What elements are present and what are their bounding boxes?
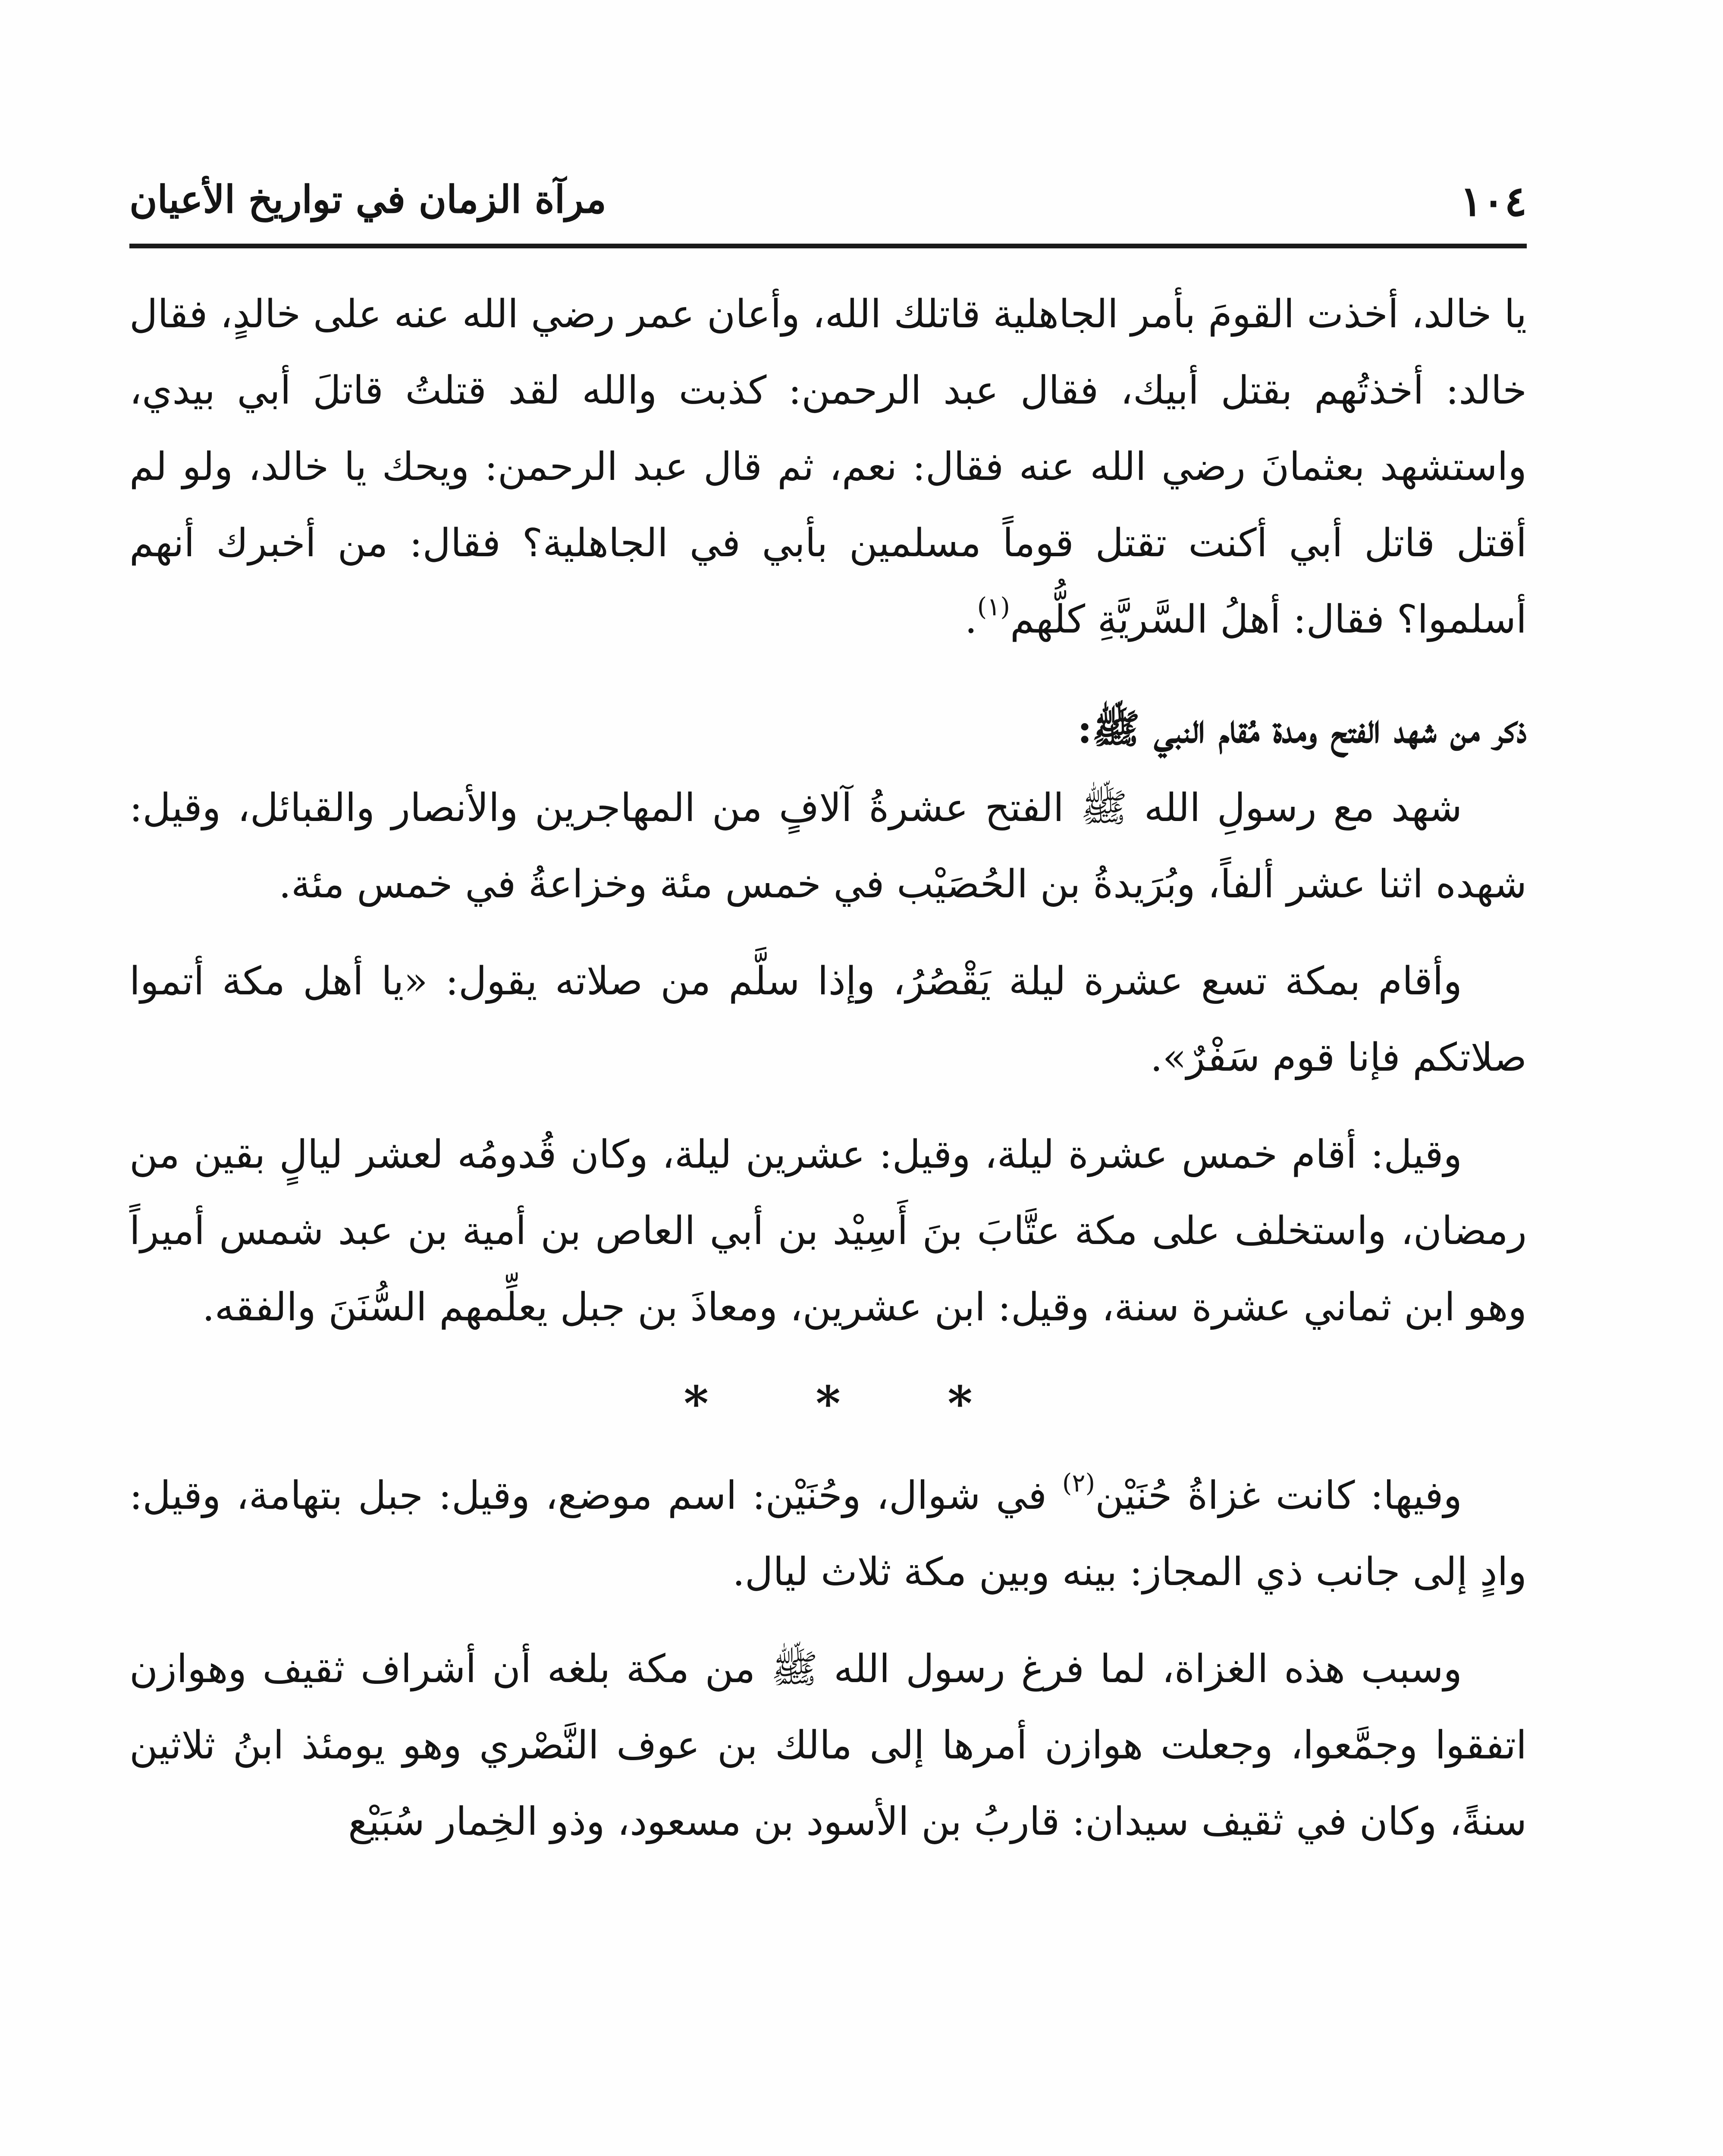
paragraph-4: وقيل: أقام خمس عشرة ليلة، وقيل: عشرين ليلة، وكان قُدومُه لعشر ليالٍ بقين من رمضان، واستخلف على مكة عتَّابَ بنَ أَسِيْد بن أبي العاص بن أمية بن عبد شمس أميراً وهو ابن ثماني عشرة سنة، وقيل: ابن عشرين، ومعاذَ بن جبل يعلِّمهم السُّنَنَ والفقه.: [129, 1132, 1527, 1330]
paragraph-1-text: يا خالد، أخذت القومَ بأمر الجاهلية قاتلك الله، وأعان عمر رضي الله عنه على خالدٍ، فقال خالد: أخذتُهم بقتل أبيك، فقال عبد الرحمن: كذبت والله لقد قتلتُ قاتلَ أبي بيدي، واستشهد بعثمانَ رضي الله عنه فقال: نعم، ثم قال عبد الرحمن: ويحك يا خالد، ولو لم أقتل قاتل أبي أكنت تقتل قوماً مسلمين بأبي في الجاهلية؟ فقال: من أخبرك أنهم أسلموا؟ فقال: أهلُ السَّريَّةِ كلُّهم: [129, 291, 1527, 642]
paragraph-2: شهد مع رسولِ الله ﷺ الفتح عشرةُ آلافٍ من المهاجرين والأنصار والقبائل، وقيل: شهده اثنا عشر ألفاً، وبُرَيدةُ بن الحُصَيْب في خمس مئة وخزاعةُ في خمس مئة.: [129, 785, 1527, 907]
running-title: مرآة الزمان في تواريخ الأعيان: [129, 177, 606, 222]
section-heading: ذكر من شهد الفتح ومدة مُقام النبي ﷺ:: [1077, 705, 1527, 752]
footnote-ref-2[interactable]: (٢): [1062, 1468, 1095, 1498]
paragraph-5-text-a: وفيها: كانت غزاةُ حُنَيْن: [1095, 1473, 1463, 1518]
paragraph-5-text-b: في شوال، وحُنَيْن: اسم موضع، وقيل: جبل بتهامة، وقيل: وادٍ إلى جانب ذي المجاز: بينه وبين مكة ثلاث ليال.: [129, 1473, 1527, 1595]
main-text: [129, 276, 1527, 1860]
paragraph-6: وسبب هذه الغزاة، لما فرغ رسول الله ﷺ من مكة بلغه أن أشراف ثقيف وهوازن اتفقوا وجمَّعوا، وجعلت هوازن أمرها إلى مالك بن عوف النَّصْري وهو يومئذ ابنُ ثلاثين سنةً، وكان في ثقيف سيدان: قاربُ بن الأسود بن مسعود، وذو الخِمار سُبَيْع: [129, 1646, 1527, 1844]
paragraph-1-end: .: [965, 597, 977, 642]
section-separator: [129, 1356, 1527, 1451]
separator-star-3: *: [948, 1376, 973, 1431]
paragraph-5: [129, 1457, 1527, 1610]
paragraph-3: وأقام بمكة تسع عشرة ليلة يَقْصُرُ، وإذا سلَّم من صلاته يقول: «يا أهل مكة أتموا صلاتكم فإنا قوم سَفْرٌ».: [129, 959, 1527, 1080]
paragraph-1: [129, 276, 1527, 658]
page-header: [129, 160, 1527, 233]
header-rule: [129, 244, 1527, 248]
footnote-ref-1[interactable]: (١): [977, 592, 1011, 621]
separator-star-2: *: [816, 1376, 841, 1431]
separator-star-1: *: [684, 1376, 709, 1431]
page-number: ١٠٤: [1460, 177, 1527, 226]
